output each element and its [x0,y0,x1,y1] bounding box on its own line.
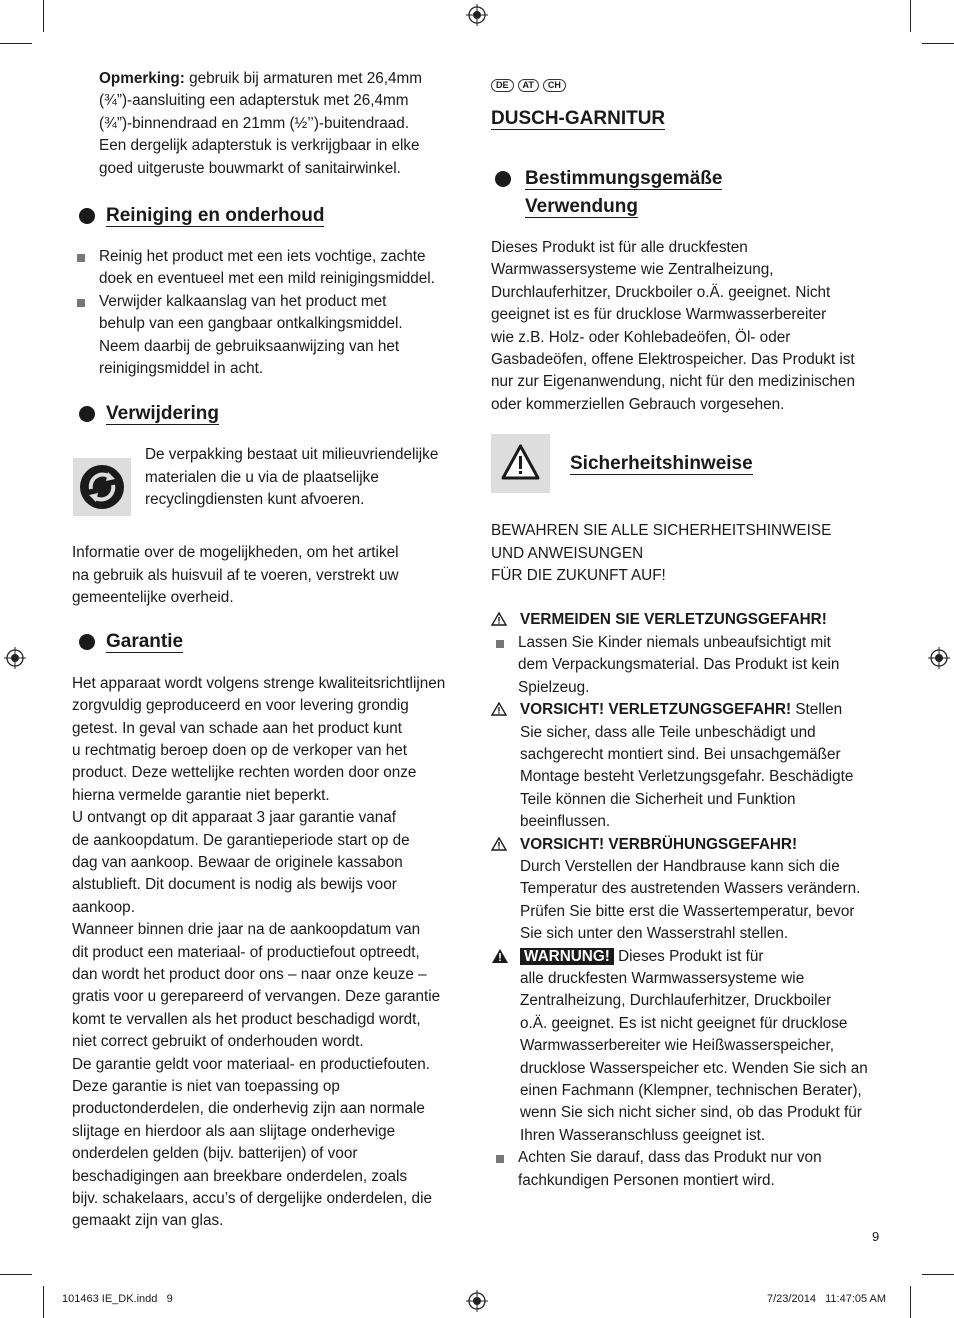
text-line: wenn Sie sich nicht sicher sind, ob das Produkt für [520,1104,862,1122]
heading-text: Sicherheitshinweise [570,453,753,475]
text-line: sachgerecht montiert sind. Bei unsachgemäßer [520,745,841,763]
garantie-body [72,673,467,1233]
warning-item [491,946,886,1148]
text-line: Deze garantie is niet van toepassing op [72,1078,340,1095]
text-line: goed uitgeruste bouwmarkt of sanitairwinkel. [99,159,401,177]
bullet-dot-icon [495,171,511,187]
text-line: bijv. schakelaars, accu’s of dergelijke onderdelen, die [72,1190,432,1208]
text-line: onderdelen gelden (bijv. batterijen) of voor [72,1145,358,1163]
text-line: (¾”)-binnendraad en 21mm (½’’)-buitendraad. [99,114,410,132]
text-line: dan wordt het product door ons – naar onze keuze – [72,965,427,983]
warning-triangle-icon [491,702,507,716]
warning-item [491,609,886,631]
warning-title: VORSICHT! VERBRÜHUNGSGEFAHR! [520,835,798,853]
list-item [491,1147,886,1192]
crop-mark [922,43,954,44]
text-line: doek en eventueel met een mild reinigingsmiddel. [99,270,435,288]
text-line: Durchlauferhitzer, Druckboiler o.Ä. geeignet. Nicht [491,283,831,301]
section-heading [72,202,467,230]
text-line: Reinig het product met een iets vochtige, zachte [99,248,426,266]
text-line: Wanneer binnen drie jaar na de aankoopdatum van [72,921,421,939]
text-line: getest. In geval van schade aan het product kunt [72,719,402,737]
text-line: U ontvangt op dit apparaat 3 jaar garantie vanaf [72,809,397,827]
text-line: u rechtmatig beroep doen op de verkoper van het [72,741,408,759]
crop-mark [0,43,32,44]
heading-text: Verwendung [525,196,638,217]
text-line: Verwijder kalkaanslag van het product met [99,292,387,310]
text-line: Een dergelijk adapterstuk is verkrijgbaar in elke [99,137,420,155]
text-line: (¾”)-aansluiting een adapterstuk met 26,4mm [99,92,409,110]
heading-text: Reiniging en onderhoud [106,205,325,227]
registration-mark-icon [4,647,26,669]
text-line: alstublieft. Dit document is nodig als bewijs voor [72,876,397,894]
crop-mark [910,0,911,32]
text-line: gemaakt zijn van glas. [72,1212,224,1230]
text-line: Achten Sie darauf, dass das Produkt nur von [518,1149,822,1167]
registration-mark-icon [466,4,488,26]
crop-mark [0,1274,32,1275]
bullet-dot-icon [79,406,95,422]
text-line: FÜR DIE ZUKUNFT AUF! [491,567,666,585]
warning-triangle-icon [491,837,507,851]
text-line: niet correct gebruikt of onderhouden wordt. [72,1033,364,1051]
text-line: Ihren Wasseranschluss geeignet ist. [520,1126,766,1144]
text-line: recyclingdiensten kunt afvoeren. [145,491,365,509]
text-line: nur zur Eigenanwendung, nicht für den medizinischen [491,373,855,391]
text-line: beschadigingen aan breekbare onderdelen, zoals [72,1167,408,1185]
crop-mark [43,0,44,32]
registration-mark-icon [466,1290,488,1312]
text-line: na gebruik als huisvuil af te voeren, verstrekt uw [72,566,399,584]
text-line: Sie sicher, dass alle Teile unbeschädigt und [520,723,816,741]
text-line: hierna vermelde garantie niet beperkt. [72,786,330,804]
section-heading [72,400,467,428]
crop-mark [922,1274,954,1275]
bullet-dot-icon [79,634,95,650]
text-line: dag van aankoop. Bewaar de originele kassabon [72,853,403,871]
text-line: materialen die u via de plaatselijke [145,468,379,486]
text-line: Dieses Produkt ist für [618,947,764,965]
text-line: de aankoopdatum. De garantieperiode start op de [72,831,410,849]
list-item [72,246,467,291]
list-item [491,632,886,699]
list-item [72,291,467,381]
text-line: dem Verpackungsmaterial. Das Produkt ist kein [518,656,840,674]
footer-file: 101463 IE_DK.indd 9 [62,1293,173,1305]
recycling-icon [73,458,131,516]
text-line: product. Deze wettelijke rechten worden door onze [72,764,417,782]
crop-mark [43,1286,44,1318]
text-line: einen Fachmann (Klempner, technischen Berater), [520,1082,862,1099]
text-line: komt te vervallen als het product beschadigd wordt, [72,1010,421,1028]
country-badges [491,68,886,95]
warning-item [491,834,886,946]
crop-mark [910,1286,911,1318]
section-heading [491,165,886,221]
text-line: Warmwasserbereiter wie Heißwasserspeicher, [520,1037,834,1055]
country-badge: DE [491,79,514,92]
text-line: Sie sich unter den Wasserstrahl stellen. [520,925,789,943]
heading-text: Bestimmungsgemäße [525,168,723,189]
opmerking-label: Opmerking: [99,70,185,87]
text-line: dit product een materiaal- of productiefout optreedt, [72,943,420,961]
text-line: Spielzeug. [518,678,590,696]
text-line: Gasbadeöfen, offene Elektrospeicher. Das Produkt ist [491,351,855,369]
warning-title: VERMEIDEN SIE VERLETZUNGSGEFAHR! [520,611,827,629]
page-number: 9 [872,1229,880,1244]
text-line: fachkundigen Personen montiert wird. [518,1171,775,1189]
text-line: Temperatur des austretenden Wassers verändern. [520,880,861,898]
text-line: Neem daarbij de gebruiksaanwijzing van het [99,337,400,355]
text-line: productonderdelen, die onderhevig zijn aan normale [72,1100,425,1118]
text-line: Lassen Sie Kinder niemals unbeaufsichtigt mit [518,633,831,651]
bullet-dot-icon [79,208,95,224]
warning-box-icon [491,434,550,493]
text-line: Warmwassersysteme wie Zentralheizung, [491,261,774,279]
warning-filled-icon [491,948,509,964]
title-text: DUSCH-GARNITUR [491,108,666,129]
text-line: De garantie geldt voor materiaal- en productiefouten. [72,1055,430,1073]
left-column [72,68,467,1233]
text-line: Stellen [795,701,843,719]
document-title [491,105,886,133]
text-line: UND ANWEISUNGEN [491,544,644,562]
text-line: De verpakking bestaat uit milieuvriendelijke [145,446,439,464]
warning-item [491,699,886,833]
warnung-label: WARNUNG! [520,948,614,965]
text-line: gebruik bij armaturen met 26,4mm [189,70,423,87]
opmerking-note [72,68,467,180]
text-line: Durch Verstellen der Handbrause kann sich die [520,857,840,875]
text-line: gemeentelijke overheid. [72,589,234,607]
text-line: Informatie over de mogelijkheden, om het artikel [72,544,399,562]
text-line: aankoop. [72,898,135,916]
text-line: zorgvuldig geproduceerd en voor levering grondig [72,697,409,715]
text-line: drucklose Wasserspeicher etc. Wenden Sie sich an [520,1059,868,1077]
text-line: alle druckfesten Warmwassersysteme wie [520,969,805,987]
country-badge: AT [518,79,539,92]
text-line: wie z.B. Holz- oder Kohlebadeöfen, Öl- oder [491,328,791,346]
text-line: reinigingsmiddel in acht. [99,360,264,378]
text-line: oder kommerziellen Gebrauch vorgesehen. [491,395,785,413]
right-column [491,68,886,1192]
bestimmung-body [491,237,886,416]
heading-text: Garantie [106,630,184,652]
text-line: Montage besteht Verletzungsgefahr. Beschädigte [520,768,854,786]
country-badge: CH [543,79,566,92]
text-line: beeinflussen. [520,813,611,831]
text-line: Prüfen Sie bitte erst die Wassertemperatur, bevor [520,902,855,920]
text-line: Dieses Produkt ist für alle druckfesten [491,239,748,256]
section-heading [72,628,467,656]
footer-date: 7/23/2014 11:47:05 AM [767,1293,887,1305]
text-line: o.Ä. geeignet. Es ist nicht geeignet für drucklose [520,1014,848,1032]
warning-triangle-icon [491,612,507,626]
text-line: geeignet ist es für drucklose Warmwasserbereiter [491,306,827,324]
registration-mark-icon [928,647,950,669]
text-line: BEWAHREN SIE ALLE SICHERHEITSHINWEISE [491,522,832,540]
text-line: Teile können die Sicherheit und Funktion [520,790,796,808]
text-line: Het apparaat wordt volgens strenge kwaliteitsrichtlijnen [72,674,446,692]
text-line: gratis voor u gerepareerd of vervangen. Deze garantie [72,988,441,1006]
text-line: Zentralheizung, Durchlauferhitzer, Druckboiler [520,992,832,1010]
text-line: slijtage en hierdoor als aan slijtage onderhevige [72,1122,396,1140]
text-line: behulp van een gangbaar ontkalkingsmiddel. [99,315,403,333]
warning-title: VORSICHT! VERLETZUNGSGEFAHR! [520,701,792,719]
heading-text: Verwijdering [106,403,219,425]
